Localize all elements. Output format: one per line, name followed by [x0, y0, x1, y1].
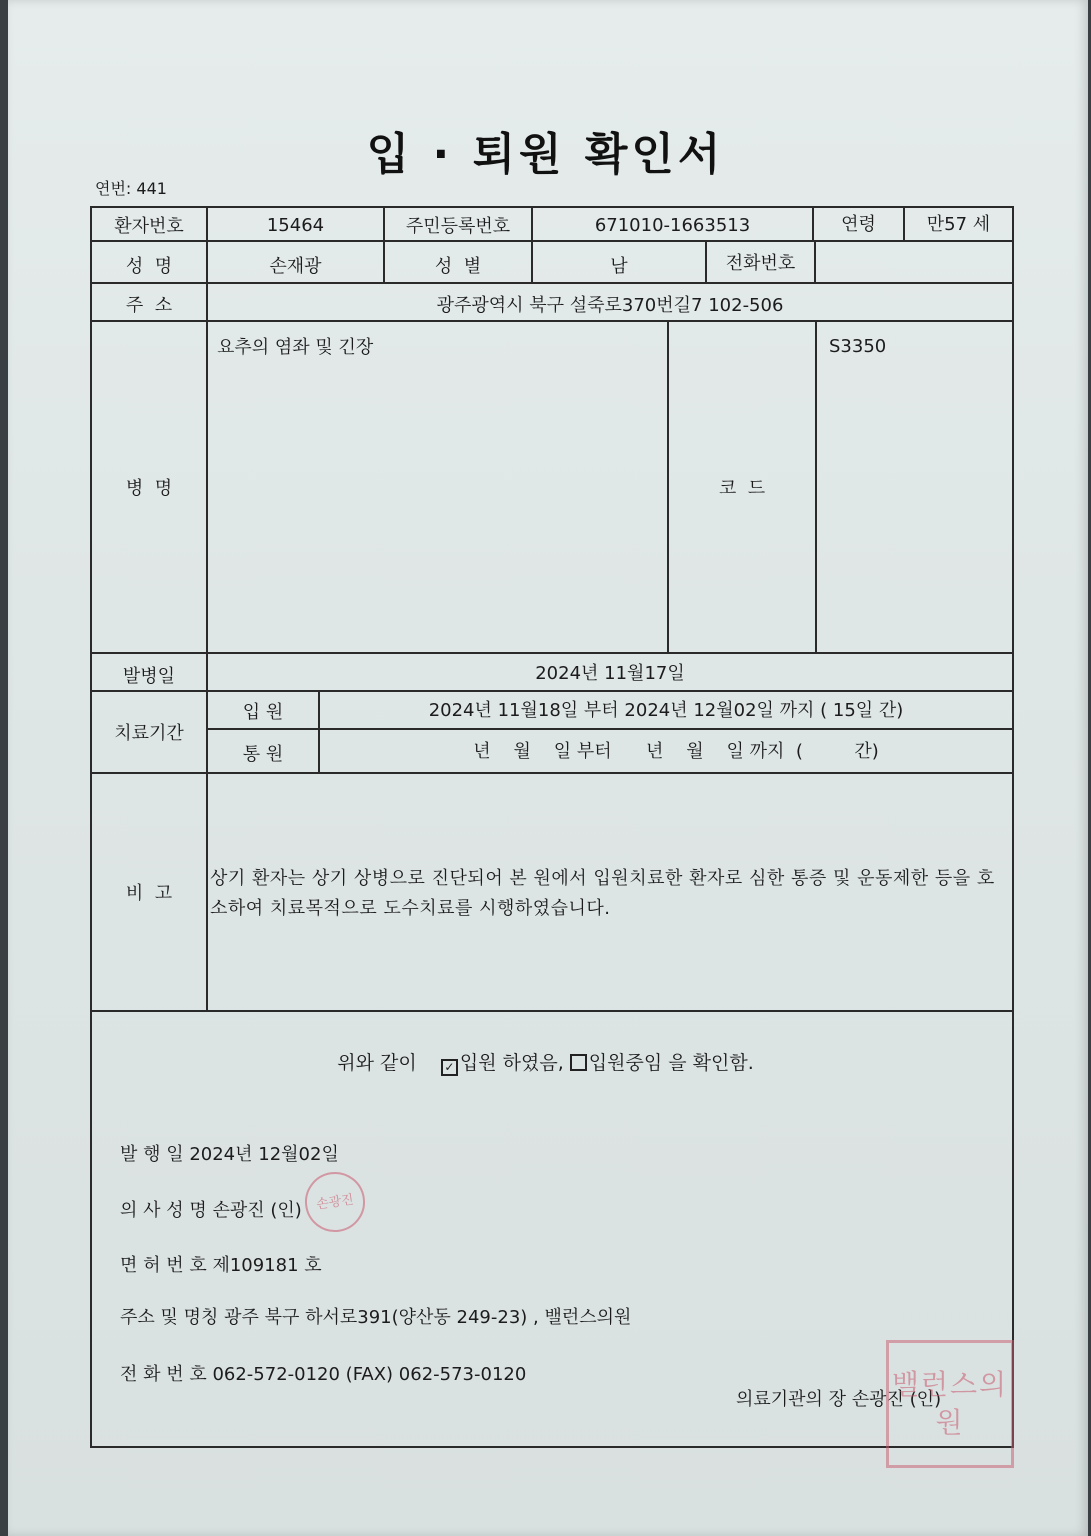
- diagnosis-name: 요추의 염좌 및 긴장: [217, 337, 374, 358]
- doctor-name: 의 사 성 명 손광진 (인): [120, 1200, 302, 1221]
- outpatient-label: 통 원: [242, 744, 284, 765]
- document-title: 입 · 퇴원 확인서: [366, 129, 725, 180]
- inpatient-period: 2024년 11월18일 부터 2024년 12월02일 까지 ( 15일 간): [428, 700, 904, 721]
- rrn-label: 주민등록번호: [405, 216, 511, 237]
- checkbox-in-hospital[interactable]: [570, 1054, 587, 1071]
- inpatient-label: 입 원: [242, 702, 284, 723]
- option-admitted: 입원 하였음,: [459, 1052, 564, 1074]
- patient-phone: [816, 242, 1012, 282]
- option-in-hospital: 입원중임 을 확인함.: [588, 1052, 754, 1074]
- license-number: 면 허 번 호 제109181 호: [120, 1255, 322, 1276]
- doctor-seal: 손광진: [301, 1168, 369, 1236]
- clinic-address: 주소 및 명칭 광주 북구 하서로391(양산동 249-23) , 밸런스의원: [120, 1307, 632, 1328]
- remarks-text: 상기 환자는 상기 상병으로 진단되어 본 원에서 입원치료한 환자로 심한 통증 및 운동제한 등을 호소하여 치료목적으로 도수치료를 시행하였습니다.: [210, 868, 995, 919]
- clinic-seal: 밸런스의원: [886, 1340, 1014, 1468]
- patient-sex: 남: [610, 256, 628, 277]
- confirmation-line: [0, 1048, 1091, 1076]
- treatment-label: 치료기간: [114, 723, 184, 744]
- phone-label: 전화번호: [725, 253, 796, 274]
- onset-label: 발병일: [122, 666, 176, 687]
- patient-address: 광주광역시 북구 설죽로370번길7 102-506: [436, 295, 784, 316]
- serial-number: 연번: 441: [95, 179, 167, 198]
- diagnosis-label: 병 명: [125, 478, 173, 499]
- age: 만57 세: [926, 214, 991, 235]
- code-label: 코 드: [718, 478, 766, 499]
- clinic-head: 의료기관의 장 손광진 (인): [736, 1389, 942, 1410]
- age-label: 연령: [841, 214, 876, 235]
- confirmation-prefix: 위와 같이: [337, 1052, 417, 1074]
- clinic-phone: 전 화 번 호 062-572-0120 (FAX) 062-573-0120: [120, 1364, 527, 1385]
- outpatient-period: 년 월 일 부터 년 월 일 까지 ( 간): [473, 741, 879, 762]
- sex-label: 성 별: [434, 256, 482, 277]
- checkbox-admitted[interactable]: ✓: [441, 1059, 458, 1076]
- patient-id-label: 환자번호: [114, 216, 184, 237]
- rrn: 671010-1663513: [594, 214, 751, 236]
- address-label: 주 소: [125, 295, 173, 316]
- diagnosis-code: S3350: [829, 335, 887, 357]
- remarks-label: 비 고: [125, 883, 173, 904]
- patient-id: 15464: [266, 214, 325, 236]
- onset-date: 2024년 11월17일: [535, 663, 685, 684]
- name-label: 성 명: [125, 256, 173, 277]
- patient-name: 손재광: [269, 256, 322, 277]
- issue-date: 발 행 일 2024년 12월02일: [120, 1144, 339, 1165]
